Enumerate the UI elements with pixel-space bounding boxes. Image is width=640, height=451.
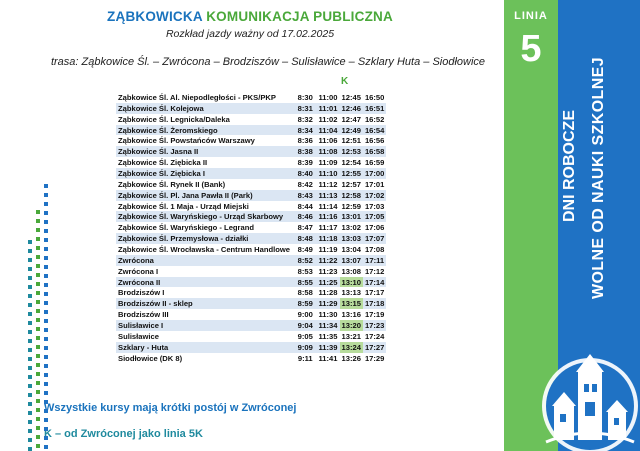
- timetable-row: [116, 179, 386, 190]
- decorative-dots: [0, 180, 60, 451]
- departure-time: 16:51: [364, 103, 385, 113]
- departure-time: 9:04: [294, 320, 317, 331]
- stop-name: Ząbkowice Śl. Legnicka/Daleka: [118, 114, 230, 124]
- operator-title-part1: ZĄBKOWICKA: [107, 9, 203, 24]
- timetable-row: [116, 146, 386, 157]
- departure-time: 9:05: [297, 331, 313, 341]
- stop-name: Ząbkowice Śl. Ziębicka I: [116, 168, 294, 179]
- departure-time: 16:54: [364, 125, 385, 135]
- departure-time: 13:02: [341, 223, 361, 233]
- validity-subtitle: Rozkład jazdy ważny od 17.02.2025: [165, 28, 335, 40]
- departure-time: 8:53: [297, 266, 313, 276]
- departure-time: 8:48: [294, 233, 317, 244]
- timetable-row: [116, 353, 386, 364]
- stop-name: Ząbkowice Śl. Jasna II: [116, 146, 294, 157]
- departure-time: 9:11: [297, 353, 313, 363]
- departure-time: 17:24: [364, 331, 385, 341]
- departure-time: 11:17: [318, 223, 338, 233]
- departure-time: 16:50: [364, 92, 385, 102]
- departure-time: 17:17: [364, 288, 385, 298]
- departure-time: 11:34: [318, 320, 338, 330]
- departure-time: 17:12: [364, 266, 385, 276]
- stop-name: Szklary - Huta: [116, 342, 294, 353]
- departure-time: 11:12: [318, 179, 338, 189]
- note-k-line: K – od Zwróconej jako linia 5K: [44, 428, 203, 440]
- operator-title: [0, 9, 500, 24]
- departure-time: 11:22: [318, 255, 338, 265]
- stop-name: Sulisławice I: [116, 320, 294, 331]
- stop-name: Brodziszów I: [118, 288, 165, 298]
- departure-time: 12:51: [341, 136, 361, 146]
- departure-time: 8:47: [297, 223, 313, 233]
- departure-time: 12:45: [341, 92, 361, 102]
- days-label-1: DNI ROBOCZE: [561, 110, 578, 222]
- departure-time: 8:39: [297, 158, 313, 168]
- departure-time: 13:16: [341, 310, 361, 320]
- timetable-row: [116, 255, 386, 266]
- timetable-row: [116, 125, 386, 136]
- stop-name: Ząbkowice Śl. 1 Maja - Urząd Miejski: [118, 201, 249, 211]
- timetable-row: [116, 168, 386, 179]
- departure-time: 13:26: [341, 353, 361, 363]
- departure-time: 11:29: [318, 299, 338, 309]
- operator-title-part2: KOMUNIKACJA PUBLICZNA: [206, 9, 393, 24]
- timetable-row: [116, 287, 386, 298]
- departure-time: 8:32: [297, 114, 313, 124]
- departure-time: 8:43: [294, 190, 317, 201]
- departure-time: 11:06: [318, 136, 338, 146]
- departure-time: 8:59: [294, 298, 317, 309]
- departure-time: 13:15: [341, 299, 361, 309]
- departure-time: 16:52: [364, 114, 385, 124]
- timetable-row: [116, 309, 386, 320]
- stop-name: Ząbkowice Śl. Przemysłowa - działki: [116, 233, 294, 244]
- departure-time: 16:58: [364, 147, 385, 157]
- departure-time: 17:14: [364, 277, 385, 287]
- departure-time: 11:30: [318, 310, 338, 320]
- departure-time: 8:52: [294, 255, 317, 266]
- stop-name: Ząbkowice Śl. Waryńskiego - Legrand: [118, 223, 255, 233]
- departure-time: 11:10: [318, 168, 338, 178]
- stop-name: Zwrócona II: [116, 277, 294, 288]
- departure-time: 8:58: [297, 288, 313, 298]
- departure-time: 12:57: [341, 179, 361, 189]
- departure-time: 17:11: [363, 255, 386, 266]
- departure-time: 11:23: [318, 266, 338, 276]
- timetable-row: [116, 103, 386, 114]
- timetable-row: [116, 320, 386, 331]
- departure-time: 11:00: [318, 92, 338, 102]
- stop-name: Ząbkowice Śl. Żeromskiego: [116, 125, 294, 136]
- timetable-row: [116, 222, 386, 233]
- timetable-row: [116, 298, 386, 309]
- departure-time: 11:14: [318, 201, 338, 211]
- stop-name: Ząbkowice Śl. Ziębicka II: [118, 158, 208, 168]
- note-short-stop: Wszystkie kursy mają krótki postój w Zwróconej: [44, 402, 297, 414]
- timetable-row: [116, 201, 386, 212]
- departure-time: 11:28: [318, 288, 338, 298]
- departure-time: 11:25: [318, 277, 338, 287]
- timetable-row: [116, 277, 386, 288]
- departure-time: 12:58: [341, 190, 361, 200]
- departure-time: 11:08: [318, 147, 338, 157]
- stop-name: Siodłowice (DK 8): [118, 353, 183, 363]
- timetable-row: [116, 114, 386, 125]
- departure-time: 17:03: [364, 201, 385, 211]
- departure-time: 11:18: [318, 234, 338, 244]
- departure-time: 17:27: [364, 342, 385, 352]
- departure-time: 12:55: [341, 168, 361, 178]
- departure-time: 13:01: [341, 212, 361, 222]
- departure-time: 12:54: [341, 158, 361, 168]
- departure-time: 17:08: [364, 244, 385, 254]
- departure-time: 11:02: [318, 114, 338, 124]
- departure-time: 13:07: [341, 255, 361, 265]
- departure-time: 13:20: [341, 320, 361, 330]
- departure-time: 13:21: [341, 331, 361, 341]
- departure-time: 11:09: [318, 158, 338, 168]
- departure-time: 17:19: [364, 310, 385, 320]
- departure-time: 17:06: [364, 223, 385, 233]
- departure-time: 17:02: [364, 190, 385, 200]
- departure-time: 8:55: [294, 277, 317, 288]
- departure-time: 17:23: [364, 320, 385, 330]
- k-column-marker: K: [341, 76, 349, 87]
- departure-time: 8:44: [297, 201, 313, 211]
- stop-name: Ząbkowice Śl. Rynek II (Bank): [118, 179, 226, 189]
- departure-time: 11:01: [318, 103, 338, 113]
- departure-time: 13:03: [341, 234, 361, 244]
- departure-time: 8:46: [294, 211, 317, 222]
- stop-name: Sulisławice: [118, 331, 159, 341]
- stop-name: Ząbkowice Śl. Waryńskiego - Urząd Skarbowy: [116, 211, 294, 222]
- stop-name: Zwrócona: [116, 255, 294, 266]
- departure-time: 8:30: [297, 92, 313, 102]
- stop-name: Ząbkowice Śl. Al. Niepodległości - PKS/PKP: [118, 92, 276, 102]
- timetable-row: [116, 233, 386, 244]
- stop-name: Zwrócona I: [118, 266, 159, 276]
- departure-time: 13:10: [341, 277, 361, 287]
- departure-time: 12:49: [341, 125, 361, 135]
- departure-time: 13:13: [341, 288, 361, 298]
- town-tower-emblem: [532, 344, 640, 451]
- departure-time: 8:49: [297, 244, 313, 254]
- timetable-row: [116, 157, 386, 168]
- departure-time: 17:18: [364, 299, 385, 309]
- route-description: trasa: Ząbkowice Śl. – Zwrócona – Brodziszów – Sulisławice – Szklary Huta – Siodłowice: [50, 56, 486, 68]
- departure-time: 12:53: [341, 147, 361, 157]
- line-label: LINIA: [514, 10, 548, 22]
- stop-name: Ząbkowice Śl. Wrocławska - Centrum Handlowe: [118, 244, 291, 254]
- departure-time: 17:05: [364, 212, 385, 222]
- departure-time: 11:16: [318, 212, 338, 222]
- stop-name: Ząbkowice Śl. Kolejowa: [116, 103, 294, 114]
- departure-time: 8:31: [294, 103, 317, 114]
- departure-time: 11:39: [318, 342, 338, 352]
- departure-time: 12:46: [341, 103, 361, 113]
- timetable-row: [116, 331, 386, 342]
- timetable-row: [116, 211, 386, 222]
- departure-time: 16:56: [364, 136, 385, 146]
- timetable-row: [116, 135, 386, 146]
- departure-time: 13:24: [341, 342, 361, 352]
- departure-time: 17:01: [364, 179, 385, 189]
- departure-time: 11:35: [318, 331, 338, 341]
- departure-time: 11:13: [318, 190, 338, 200]
- stop-name: Ząbkowice Śl. Pl. Jana Pawła II (Park): [116, 190, 294, 201]
- departure-time: 8:40: [294, 168, 317, 179]
- departure-time: 9:00: [297, 310, 313, 320]
- departure-time: 16:59: [364, 158, 385, 168]
- departure-time: 8:34: [294, 125, 317, 136]
- stop-name: Ząbkowice Śl. Powstańców Warszawy: [118, 136, 255, 146]
- departure-time: 8:36: [297, 136, 313, 146]
- departure-time: 12:59: [341, 201, 361, 211]
- departure-time: 9:09: [294, 342, 317, 353]
- departure-time: 8:38: [294, 146, 317, 157]
- timetable-row: [116, 342, 386, 353]
- departure-time: 17:07: [364, 234, 385, 244]
- timetable: [116, 92, 386, 363]
- stop-name: Brodziszów II - sklep: [116, 298, 294, 309]
- departure-time: 17:00: [364, 168, 385, 178]
- days-label-2: WOLNE OD NAUKI SZKOLNEJ: [590, 56, 607, 300]
- departure-time: 13:04: [341, 244, 361, 254]
- timetable-row: [116, 266, 386, 277]
- timetable-row: [116, 92, 386, 103]
- timetable-row: [116, 190, 386, 201]
- line-number: 5: [520, 28, 542, 70]
- departure-time: 12:47: [341, 114, 361, 124]
- stop-name: Brodziszów III: [118, 310, 169, 320]
- departure-time: 11:19: [318, 244, 338, 254]
- departure-time: 8:42: [297, 179, 313, 189]
- departure-time: 17:29: [364, 353, 385, 363]
- departure-time: 13:08: [341, 266, 361, 276]
- departure-time: 11:41: [318, 353, 338, 363]
- departure-time: 11:04: [318, 125, 338, 135]
- timetable-row: [116, 244, 386, 255]
